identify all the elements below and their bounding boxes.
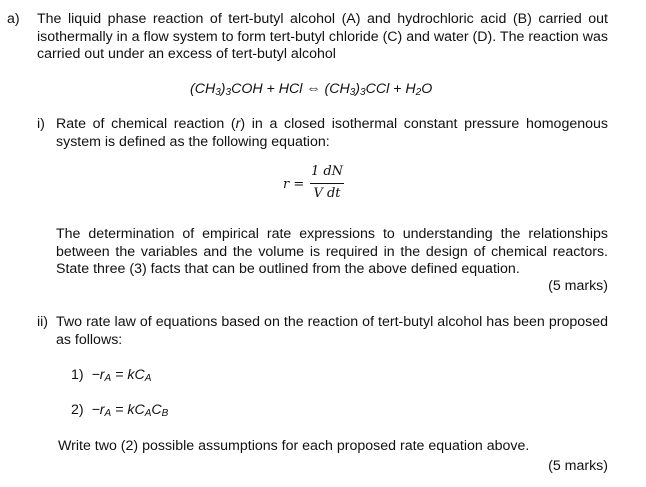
part-ii-text: Two rate law of equations based on the reaction of tert-butyl alcohol has been proposed as follows: [56,314,608,348]
part-ii-task: Write two (2) possible assumptions for each proposed rate equation above. [58,438,530,454]
part-ii-label: ii) [37,314,49,330]
fraction-bar [310,183,344,184]
formula-lhs: r = [283,177,305,192]
question-intro: The liquid phase reaction of tert-butyl alcohol (A) and hydrochloric acid (B) carried out isothermally in a flow system to form tert-butyl chloride (C) and water (D). The reaction was carried out under an excess of tert-butyl alcohol [37,11,608,62]
rate-law-1: $1) -r_A = kC_A$ [71,367,152,384]
part-i-marks: (5 marks) [548,278,608,294]
question-label: a) [7,11,20,27]
part-ii-marks: (5 marks) [548,458,608,474]
rate-formula [283,164,373,212]
formula-numerator: 1 dN [310,164,344,179]
rate-law-2: $2) -r_A = kC_AC_B$ [71,402,169,419]
part-i-text: Rate of chemical reaction (r) in a closed isothermal constant pressure homogenous system is defined as the following equation: [56,116,608,150]
reaction-equation: $(CH_3)_3COH$ + HCl ⇔ $(CH_3)_3CCl + H_2O$ [190,81,433,98]
formula-denominator: V dt [313,186,341,201]
formula-fraction [307,164,347,208]
part-i-task: The determination of empirical rate expressions to understanding the relationships between the variables and the volume is required in the design of chemical reactors. State three (3) facts that can be outlined from the above defined equation. [56,226,608,277]
part-i-label: i) [37,116,45,132]
